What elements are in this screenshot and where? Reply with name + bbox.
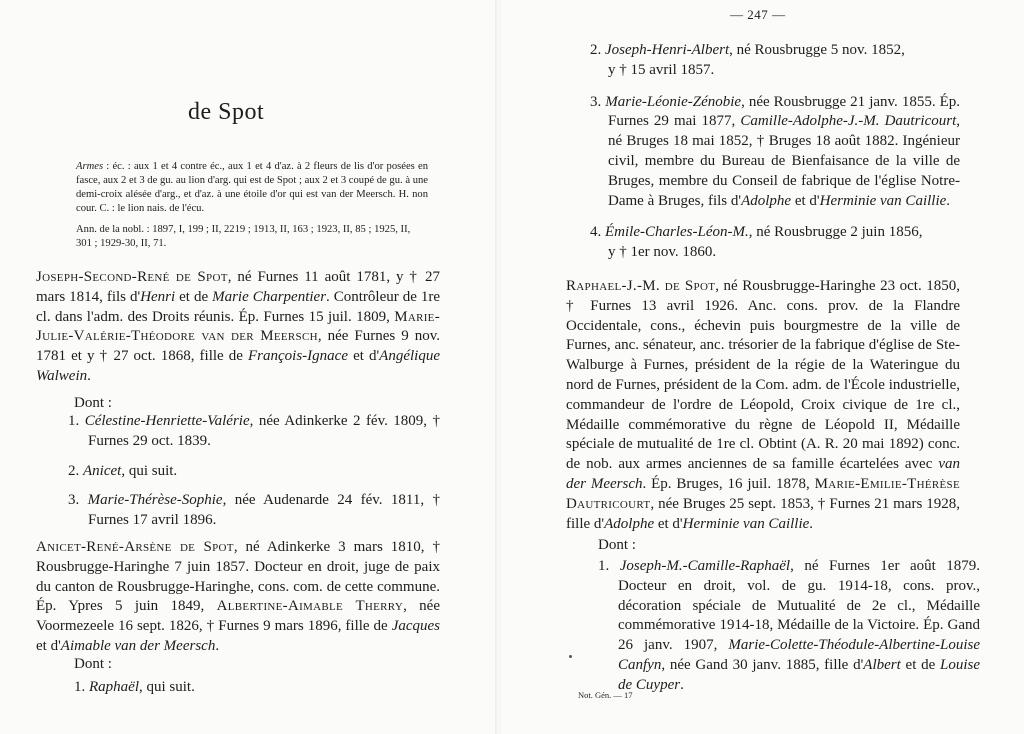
list-item: 1. Raphaël, qui suit.: [74, 679, 195, 695]
entry-raphael: Raphael-J.-M. de Spot, né Rousbrugge-Haringhe 23 oct. 1850, † Furnes 13 avril 1926. Anc. cons. prov. de la Flandre Occidentale, cons., échevin puis bourgmestre de la ville de Furnes, anc. sénateur, anc. trésorier de la fabrique d'église de Ste-Walburge à Furnes, président de la régie de la Wateringue du nord de Furnes, président de la Com. adm. de l'École industrielle, commandeur de l'ordre de Léopold, Croix civique de 1re cl., Médaille commémorative du règne de Léopold II, Médaille spéciale de mutualité de 1re cl. Obtint (A. R. 20 mai 1892) conc. de nob. aux armes anciennes de sa famille écartelées avec van der Meersch. Ép. Bruges, 16 juil. 1878, Marie-Emilie-Thérèse Dautricourt, née Bruges 25 sept. 1853, † Furnes 21 mars 1928, fille d'Adolphe et d'Herminie van Caillie.: [566, 278, 960, 532]
entry-anicet: Anicet-René-Arsène de Spot, né Adinkerke 3 mars 1810, † Rousbrugge-Haringhe 7 juin 1857. Docteur en droit, juge de paix du canton de Rousbrugge-Haringhe, cons. com. de cette commune. Ép. Ypres 5 juin 1849, Albertine-Aimable Therry, née Voormezeele 16 sept. 1826, † Furnes 9 mars 1896, fille de Jacques et d'Aimable van der Meersch.: [36, 539, 440, 654]
list-item: 1. Célestine-Henriette-Valérie, née Adinkerke 2 fév. 1809, † Furnes 29 oct. 1839.: [68, 413, 440, 449]
arms-label: Armes: [76, 161, 104, 172]
person-name: Raphael-J.-M. de Spot: [566, 278, 716, 294]
right-page: [502, 0, 1024, 734]
list-item: 1. Joseph-M.-Camille-Raphaël, né Furnes 1er août 1879. Docteur en droit, vol. de gu. 1914-18, cons. prov., décoration spéciale de Mutualité de 2e cl., Médaille commémorative 1914-18, Médaille de la Victoire. Ép. Gand 26 janv. 1907, Marie-Colette-Théodule-Albertine-Louise Canfyn, née Gand 30 janv. 1885, fille d'Albert et de Louise de Cuyper.: [598, 558, 981, 693]
page-title: de Spot: [188, 99, 265, 125]
spouse-name: Marie-Emilie-Thérèse Dautricourt: [566, 475, 960, 512]
page-footer: Not. Gén. — 17: [578, 690, 633, 700]
list-item: 3. Marie-Thérèse-Sophie, née Audenarde 24 fév. 1811, † Furnes 17 avril 1896.: [68, 492, 440, 529]
annuaire-references: Ann. de la nobl. : 1897, I, 199 ; II, 2219 ; 1913, II, 163 ; 1923, II, 85 ; 1925, II, 301 ; 1929-30, II, 71.: [76, 224, 411, 249]
dont-label: Dont :: [74, 395, 112, 411]
list-item: 4. Émile-Charles-Léon-M., né Rousbrugge 2 juin 1856, y † 1er nov. 1860.: [590, 224, 923, 261]
entry-joseph: Joseph-Second-René de Spot, né Furnes 11 août 1781, y † 27 mars 1814, fils d'Henri et de Marie Charpentier. Contrôleur de 1re cl. dans l'adm. des Droits réunis. Ép. Furnes 15 juil. 1809, Marie-Julie-Valérie-Théodore van der Meersch, née Furnes 9 nov. 1781 et y † 27 oct. 1868, fille de François-Ignace et d'Angélique Walwein.: [36, 269, 440, 384]
spouse-name: Albertine-Aimable Therry: [216, 598, 404, 615]
person-name: Joseph-Second-René de Spot: [36, 269, 228, 285]
left-page: [0, 0, 496, 734]
spouse-name: Marie-Julie-Valérie-Théodore van der Meersch: [36, 308, 440, 345]
dont-label: Dont :: [74, 656, 112, 672]
page-gutter: [495, 0, 501, 734]
person-name: Anicet-René-Arsène de Spot: [36, 539, 234, 555]
page-number: — 247 —: [730, 7, 786, 22]
children-list-continued: [590, 41, 960, 263]
list-item: 2. Joseph-Henri-Albert, né Rousbrugge 5 nov. 1852, y † 15 avril 1857.: [590, 42, 905, 78]
list-item: 2. Anicet, qui suit.: [68, 462, 178, 479]
list-item: 3. Marie-Léonie-Zénobie, née Rousbrugge 21 janv. 1855. Ép. Furnes 29 mai 1877, Camille-Adolphe-J.-M. Dautricourt, né Bruges 18 mai 1852, † Bruges 18 août 1882. Ingénieur civil, membre du Bureau de Bienfaisance de la ville de Bruges, membre du Conseil de fabrique de l'église Notre-Dame à Bruges, fils d'Adolphe et d'Herminie van Caillie.: [590, 93, 961, 209]
speck: [569, 655, 572, 658]
arms-text: : éc. : aux 1 et 4 contre éc., aux 1 et 4 d'az. à 2 fleurs de lis d'or posées en fasce, aux 2 et 3 de gu. au lion d'arg. qui est de Spot ; aux 2 et 3 coupé de gu. à une demi-croix alésée d'arg., et d'az. à une étoile d'or qui est van der Meersch. H. non cour. C. : le lion nais. de l'écu.: [76, 161, 428, 214]
arms-description: [76, 160, 428, 216]
children-list: [68, 412, 440, 531]
dont-label: Dont :: [598, 537, 636, 553]
